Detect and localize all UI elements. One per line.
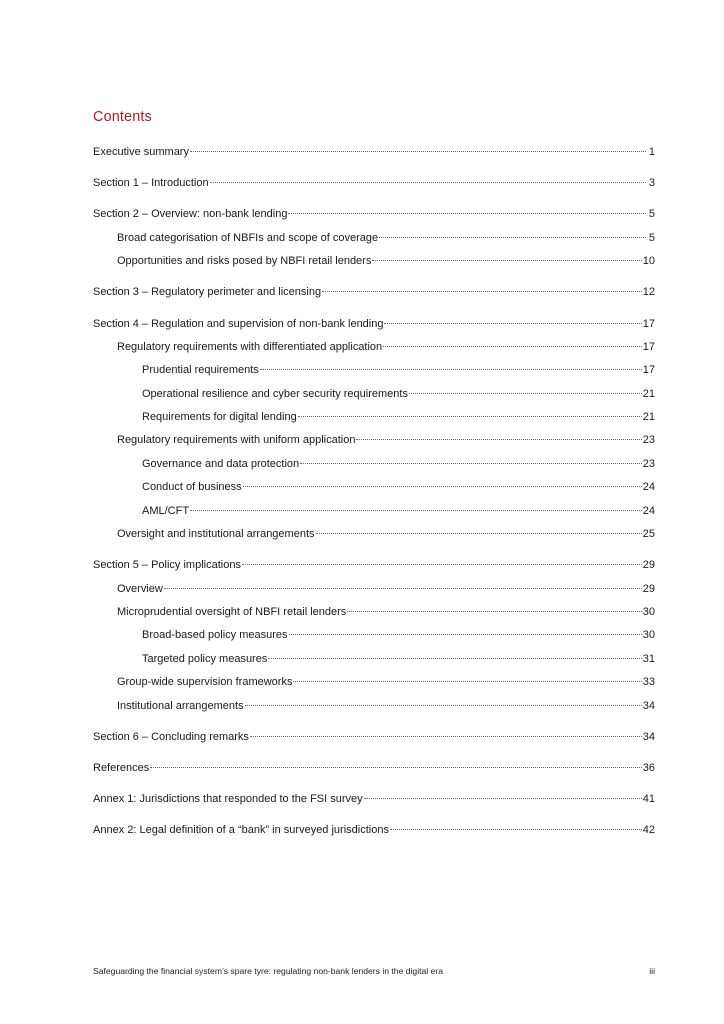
toc-entry-title: Section 3 – Regulatory perimeter and licensing (93, 286, 322, 299)
toc-entry-section-1[interactable] (93, 172, 655, 195)
toc-entry-page: 12 (642, 286, 655, 299)
toc-entry-prudential-requirements[interactable] (93, 359, 655, 382)
toc-entry-opportunities-risks[interactable] (93, 250, 655, 273)
toc-leader-dots (364, 798, 642, 799)
toc-entry-title: Broad-based policy measures (142, 629, 288, 642)
toc-entry-uniform-application[interactable] (93, 429, 655, 452)
toc-entry-microprudential-oversight[interactable] (93, 601, 655, 624)
toc-leader-dots (190, 510, 642, 511)
toc-entry-references[interactable] (93, 757, 655, 780)
table-of-contents (93, 141, 655, 843)
toc-entry-broad-based-measures[interactable] (93, 624, 655, 647)
toc-entry-title: Broad categorisation of NBFIs and scope of coverage (117, 231, 379, 244)
toc-entry-page: 17 (642, 364, 655, 377)
toc-entry-page: 36 (642, 761, 655, 774)
toc-leader-dots (164, 588, 642, 589)
toc-entry-title: Section 6 – Concluding remarks (93, 730, 249, 743)
toc-entry-page: 31 (642, 652, 655, 665)
toc-entry-page: 24 (642, 504, 655, 517)
toc-entry-page: 21 (642, 411, 655, 424)
toc-entry-page: 42 (642, 824, 655, 837)
toc-leader-dots (245, 705, 642, 706)
footer-page-number: iii (649, 966, 655, 976)
toc-entry-page: 34 (642, 699, 655, 712)
toc-entry-title: Institutional arrangements (117, 699, 244, 712)
toc-leader-dots (356, 439, 641, 440)
toc-entry-group-wide-supervision[interactable] (93, 671, 655, 694)
footer-title: Safeguarding the financial system’s spare tyre: regulating non-bank lenders in the digital era (93, 966, 444, 976)
toc-entry-title: Section 4 – Regulation and supervision of non-bank lending (93, 317, 384, 330)
toc-entry-section-3[interactable] (93, 281, 655, 304)
toc-entry-governance-data-protection[interactable] (93, 453, 655, 476)
toc-entry-annex-2[interactable] (93, 819, 655, 842)
toc-entry-targeted-measures[interactable] (93, 648, 655, 671)
contents-heading: Contents (93, 109, 152, 125)
toc-entry-page: 29 (642, 559, 655, 572)
toc-entry-title: Regulatory requirements with differentiated application (117, 340, 383, 353)
toc-leader-dots (289, 634, 642, 635)
toc-entry-page: 5 (648, 231, 655, 244)
toc-entry-page: 30 (642, 606, 655, 619)
toc-entry-title: Regulatory requirements with uniform application (117, 434, 356, 447)
toc-leader-dots (316, 533, 642, 534)
toc-entry-page: 41 (642, 793, 655, 806)
toc-entry-title: Annex 2: Legal definition of a “bank” in surveyed jurisdictions (93, 824, 389, 837)
toc-entry-page: 17 (642, 340, 655, 353)
toc-leader-dots (383, 346, 642, 347)
toc-leader-dots (190, 151, 646, 152)
toc-entry-title: Operational resilience and cyber security requirements (142, 387, 408, 400)
toc-entry-page: 23 (642, 434, 655, 447)
toc-entry-conduct-of-business[interactable] (93, 476, 655, 499)
toc-entry-page: 24 (642, 481, 655, 494)
toc-entry-title: Overview (117, 582, 163, 595)
toc-entry-executive-summary[interactable] (93, 141, 655, 164)
toc-entry-page: 29 (642, 582, 655, 595)
toc-entry-page: 5 (648, 208, 655, 221)
toc-leader-dots (300, 463, 642, 464)
toc-entry-section-6[interactable] (93, 726, 655, 749)
toc-entry-section-5[interactable] (93, 554, 655, 577)
toc-leader-dots (390, 829, 642, 830)
toc-leader-dots (260, 369, 642, 370)
toc-entry-title: Executive summary (93, 146, 189, 158)
toc-leader-dots (293, 681, 641, 682)
toc-entry-title: Oversight and institutional arrangements (117, 528, 315, 541)
toc-leader-dots (347, 611, 641, 612)
toc-entry-page: 10 (642, 255, 655, 268)
toc-entry-page: 30 (642, 629, 655, 642)
toc-entry-annex-1[interactable] (93, 788, 655, 811)
toc-entry-title: Prudential requirements (142, 364, 259, 377)
toc-entry-title: Requirements for digital lending (142, 411, 297, 424)
toc-entry-operational-resilience[interactable] (93, 383, 655, 406)
toc-leader-dots (288, 213, 646, 214)
toc-entry-title: Section 1 – Introduction (93, 177, 209, 190)
toc-leader-dots (250, 736, 642, 737)
toc-entry-page: 3 (648, 177, 655, 190)
toc-entry-page: 1 (648, 146, 655, 158)
toc-entry-title: Annex 1: Jurisdictions that responded to the FSI survey (93, 793, 363, 806)
toc-entry-aml-cft[interactable] (93, 500, 655, 523)
toc-entry-title: Governance and data protection (142, 457, 300, 470)
toc-entry-page: 21 (642, 387, 655, 400)
toc-leader-dots (409, 393, 642, 394)
toc-leader-dots (322, 291, 642, 292)
toc-entry-differentiated-application[interactable] (93, 336, 655, 359)
toc-entry-section-4[interactable] (93, 313, 655, 336)
toc-entry-section-2[interactable] (93, 203, 655, 226)
toc-entry-title: Opportunities and risks posed by NBFI retail lenders (117, 255, 372, 268)
toc-leader-dots (150, 767, 641, 768)
toc-entry-title: Section 2 – Overview: non-bank lending (93, 208, 288, 221)
toc-entry-title: Section 5 – Policy implications (93, 559, 241, 572)
toc-leader-dots (372, 260, 641, 261)
toc-leader-dots (298, 416, 642, 417)
toc-entry-title: Microprudential oversight of NBFI retail lenders (117, 606, 347, 619)
toc-leader-dots (243, 486, 642, 487)
toc-entry-page: 17 (642, 317, 655, 330)
toc-leader-dots (384, 323, 641, 324)
toc-entry-digital-lending[interactable] (93, 406, 655, 429)
toc-entry-page: 25 (642, 528, 655, 541)
page-footer (93, 966, 655, 976)
toc-entry-institutional-arrangements[interactable] (93, 695, 655, 718)
toc-entry-overview[interactable] (93, 578, 655, 601)
toc-entry-page: 34 (642, 730, 655, 743)
toc-entry-title: Conduct of business (142, 481, 242, 494)
toc-entry-oversight-institutional[interactable] (93, 523, 655, 546)
toc-entry-title: References (93, 761, 150, 774)
toc-entry-page: 33 (642, 676, 655, 689)
toc-leader-dots (268, 658, 641, 659)
toc-entry-page: 23 (642, 457, 655, 470)
toc-entry-title: AML/CFT (142, 504, 190, 517)
toc-entry-broad-categorisation[interactable] (93, 227, 655, 250)
toc-leader-dots (242, 564, 642, 565)
toc-entry-title: Group-wide supervision frameworks (117, 676, 293, 689)
toc-leader-dots (210, 182, 646, 183)
toc-entry-title: Targeted policy measures (142, 652, 268, 665)
toc-leader-dots (379, 237, 646, 238)
